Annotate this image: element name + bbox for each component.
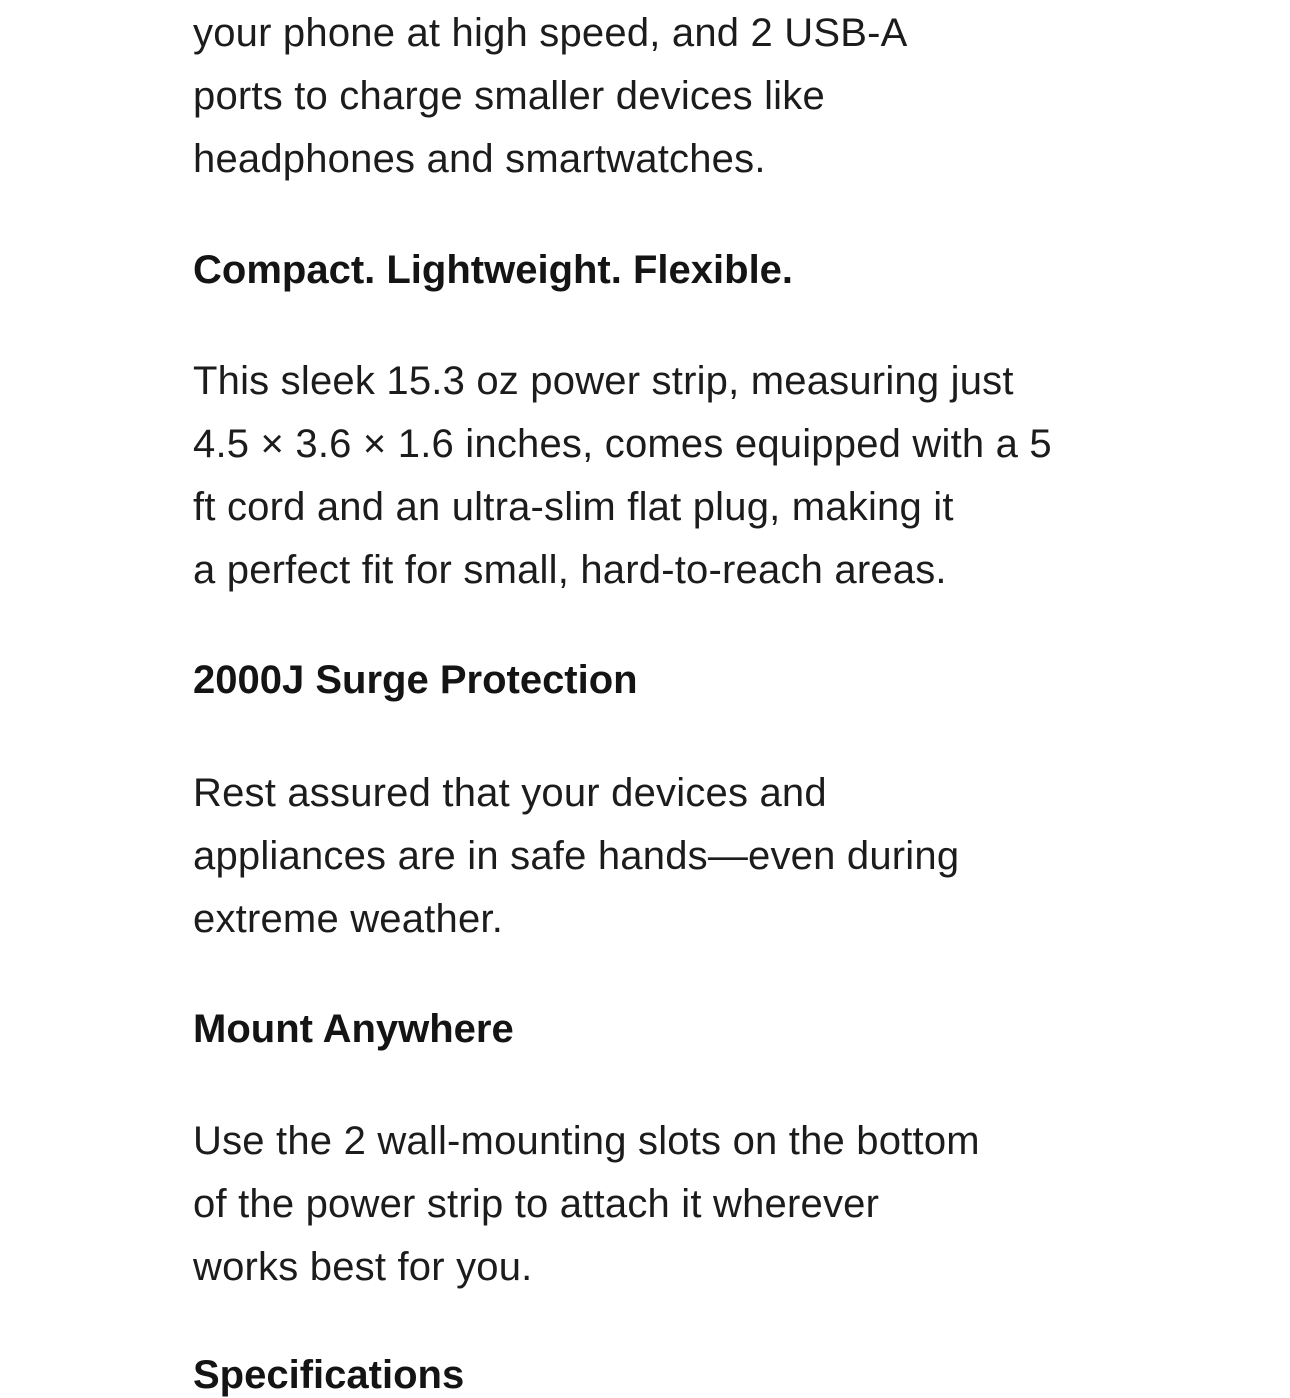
text-line: ft cord and an ultra-slim flat plug, making it: [193, 485, 954, 529]
intro-paragraph: [193, 2, 1113, 191]
text-line: headphones and smartwatches.: [193, 137, 766, 181]
text-line: works best for you.: [193, 1245, 533, 1289]
section-paragraph-compact: [193, 350, 1113, 602]
text-line: your phone at high speed, and 2 USB-A: [193, 11, 908, 55]
text-line: Use the 2 wall-mounting slots on the bottom: [193, 1119, 980, 1163]
section-heading-compact: Compact. Lightweight. Flexible.: [193, 248, 794, 292]
section-heading-specifications: Specifications: [193, 1353, 465, 1397]
text-line: This sleek 15.3 oz power strip, measuring just: [193, 359, 1014, 403]
text-line: Rest assured that your devices and: [193, 771, 827, 815]
text-line: a perfect fit for small, hard-to-reach areas.: [193, 548, 947, 592]
section-paragraph-mount: [193, 1110, 1113, 1299]
text-line: appliances are in safe hands—even during: [193, 834, 960, 878]
text-line: of the power strip to attach it wherever: [193, 1182, 880, 1226]
section-paragraph-surge: [193, 762, 1113, 951]
text-line: ports to charge smaller devices like: [193, 74, 825, 118]
section-heading-mount: Mount Anywhere: [193, 1007, 514, 1051]
text-line: 4.5 × 3.6 × 1.6 inches, comes equipped with a 5: [193, 422, 1052, 466]
text-line: extreme weather.: [193, 897, 504, 941]
section-heading-surge: 2000J Surge Protection: [193, 658, 638, 702]
